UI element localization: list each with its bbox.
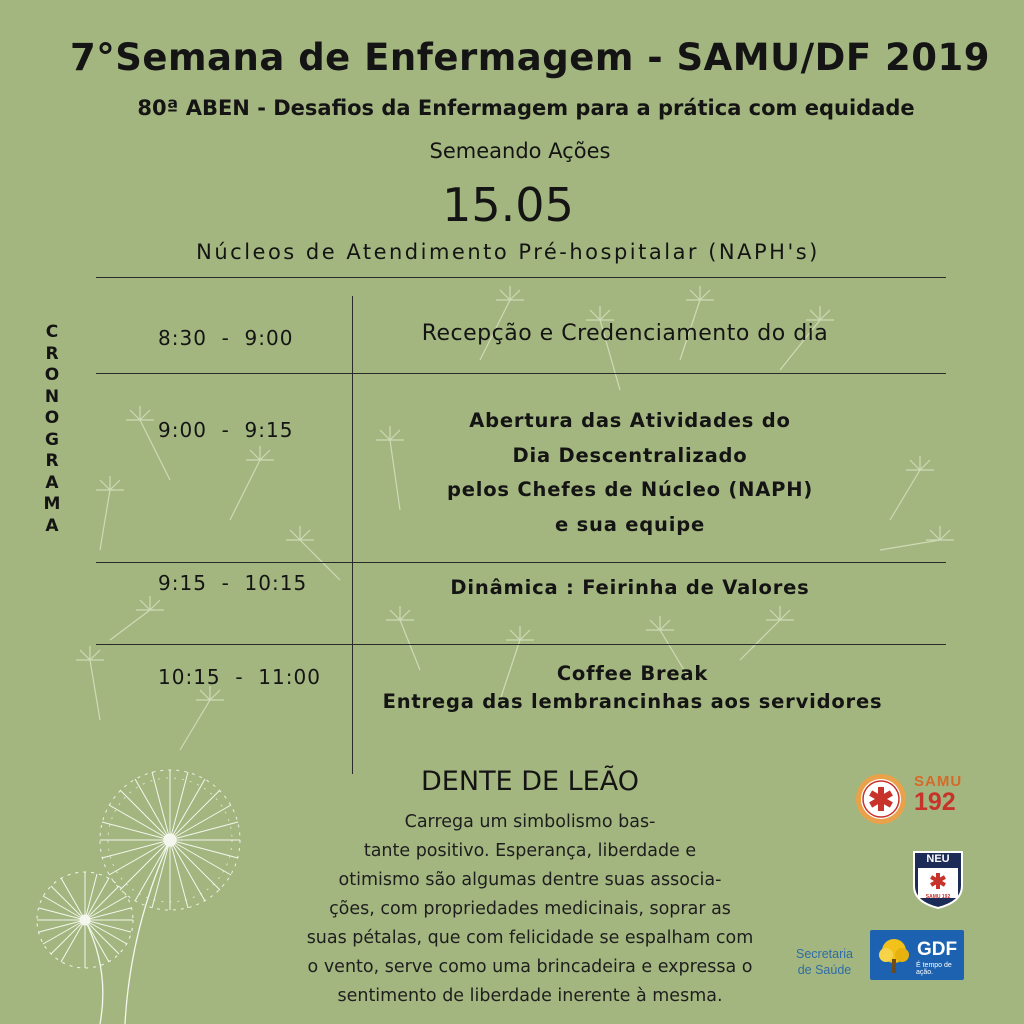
gdf-slogan: É tempo de ação. [916,962,952,976]
schedule-activity [380,404,880,542]
schedule-time: 8:30 - 9:00 [158,326,294,350]
unit-name: Núcleos de Atendimento Pré-hospitalar (NAPH's) [196,240,820,264]
activity-line: pelos Chefes de Núcleo (NAPH) [446,478,814,501]
vertical-letter: R [45,343,59,364]
samu-label: SAMU [914,773,963,790]
vertical-letter: C [45,322,59,342]
secretaria-line: Secretaria [796,947,853,961]
schedule-time: 10:15 - 11:00 [158,665,321,689]
samu-logo-text [914,773,962,814]
schedule-activity [380,572,880,604]
table-top-divider [96,277,946,278]
page-title: 7°Semana de Enfermagem - SAMU/DF 2019 [70,36,990,79]
gdf-label: GDF [917,939,958,960]
text-line: o vento, serve como uma brincadeira e expressa o [307,957,753,977]
tagline: Semeando Ações [429,139,611,163]
vertical-letter: R [45,451,59,471]
text-line: Carrega um simbolismo bas- [404,812,656,832]
text-line: ções, com propriedades medicinais, soprar as [329,899,731,919]
activity-line: Dia Descentralizado [512,443,748,467]
activity-line: Abertura das Atividades do [469,409,791,432]
vertical-letter: O [44,365,60,385]
activity-line: Coffee Break [556,662,709,685]
activity-line: Entrega das lembrancinhas aos servidores [382,690,883,713]
dandelion-flower-illustration [30,760,260,1024]
text-line: suas pétalas, que com felicidade se espalham com [306,928,754,948]
vertical-letter: A [45,472,59,493]
gdf-logo [870,930,964,980]
dente-de-leao-title: DENTE DE LEÃO [421,766,639,797]
row-divider [96,644,946,645]
activity-line: Dinâmica : Feirinha de Valores [450,576,810,599]
text-line: sentimento de liberdade inerente à mesma. [337,986,723,1006]
schedule-activity [370,660,895,716]
secretaria-line: de Saúde [797,963,852,977]
event-date: 15.05 [442,178,574,232]
column-divider [352,296,353,774]
vertical-letter: N [44,386,60,407]
schedule-time: 9:00 - 9:15 [158,418,294,442]
cronograma-vertical-label [42,322,62,537]
samu-number: 192 [914,788,956,816]
activity-line: e sua equipe [555,512,705,536]
secretaria-saude-logo [796,946,853,978]
activity-line: Recepção e Credenciamento do dia [421,321,829,346]
neu-sub-label: SAMU 192 [925,894,951,900]
page-subtitle: 80ª ABEN - Desafios da Enfermagem para a prática com equidade [137,96,915,120]
row-divider [96,373,946,374]
schedule-activity [380,318,870,350]
dente-de-leao-text [280,808,780,1011]
text-line: otimismo são algumas dentre suas associa- [338,870,722,890]
vertical-letter: A [45,515,59,536]
schedule-time: 9:15 - 10:15 [158,571,308,595]
row-divider [96,562,946,563]
samu-seal-icon [855,773,907,825]
ipe-tree-icon [874,935,914,975]
neu-label: NEU [926,853,950,865]
text-line: tante positivo. Esperança, liberdade e [363,841,697,861]
vertical-letter: G [45,429,59,450]
vertical-letter: O [44,408,60,428]
vertical-letter: M [43,494,61,514]
